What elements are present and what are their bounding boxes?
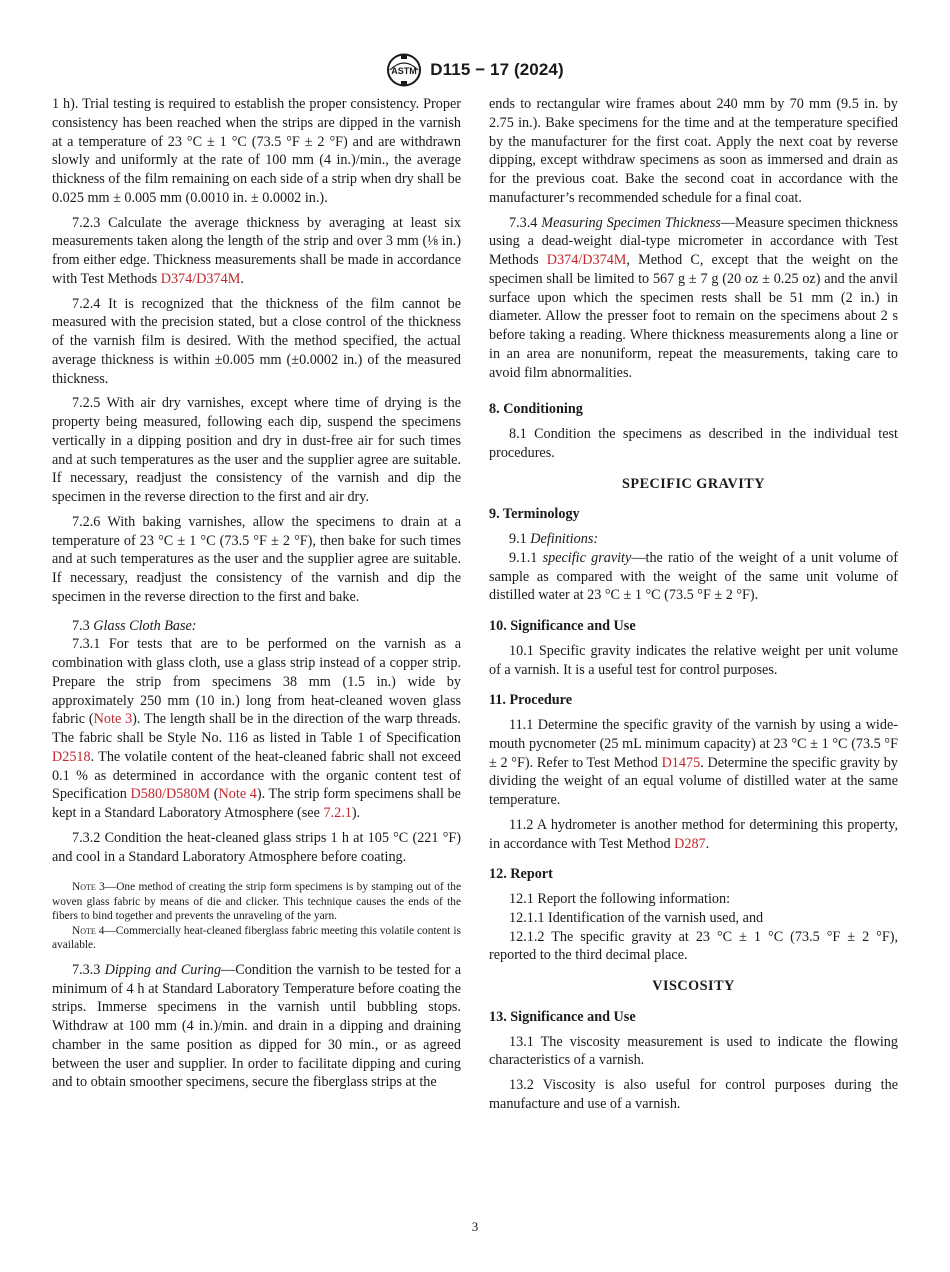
paragraph-7-3-1: 7.3.1 For tests that are to be performed on the varnish as a combination with glass cloth, use a glass strip instead of a copper strip. Prepare the strip from specimens 38 mm (1.5 in.) wide by approximately 250 mm (10 in.) long from heat-cleaned woven glass fabric (Note 3). The length shall be in the direction of the warp threads. The fabric shall be Style No. 116 as listed in Table 1 of Specification D2518. The volatile content of the heat-cleaned fabric shall not exceed 0.1 % as determined in accordance with the organic content test of Specification D580/D580M (Note 4). The strip form specimens shall be kept in a Standard Laboratory Atmosphere (see 7.2.1). — [52, 636, 461, 821]
paragraph-13-1: 13.1 The viscosity measurement is used to indicate the flowing characteristics of a varnish. — [489, 1033, 898, 1069]
paragraph-12-1-2: 12.1.2 The specific gravity at 23 °C ± 1 °C (73.5 °F ± 2 °F), reported to the third decimal place. — [489, 928, 898, 964]
paragraph-7-2-6: 7.2.6 With baking varnishes, allow the specimens to drain at a temperature of 23 °C ± 1 °C (73.5 °F ± 2 °F), then bake for such times and at such temperatures as the user and the supplier agree are suitable. If necessary, readjust the consistency of the varnish and dip the specimen in the reverse direction to the first and bake. — [52, 513, 461, 605]
paragraph-7-2-5: 7.2.5 With air dry varnishes, except where time of drying is the property being measured, following each dip, suspend the specimens vertically in a dipping position and dry in dust-free air for such times and at such temperatures as the user and the supplier agree are suitable. If necessary, readjust the consistency of the varnish and dip the specimen in the reverse direction to the first and air dry. — [52, 395, 461, 505]
link-d374[interactable]: D374/D374M — [160, 270, 241, 287]
link-note-4[interactable]: Note 4 — [218, 786, 257, 803]
note-3: Note 3—One method of creating the strip form specimens is by stamping out of the woven glass fabric by means of die and clicker. This technique causes the ends of the fibers to bind together and prevents the unraveling of the yarn. — [52, 881, 461, 923]
paragraph-7-3-3-continued: ends to rectangular wire frames about 240 mm by 70 mm (9.5 in. by 2.75 in.). Bake specimens for the time and at the temperature specified by the manufacturer for the first coat. Apply the next coat by reverse dipping, except withdraw specimens as soon as immersed and drain as for the previous coat. Bake the second coat in accordance with the manufacturer’s recommended schedule for a final coat. — [489, 96, 898, 206]
paragraph-12-1-1: 12.1.1 Identification of the varnish used, and — [509, 909, 764, 926]
paragraph-9-1-1: 9.1.1 specific gravity—the ratio of the weight of a unit volume of sample as compared with the weight of the same unit volume of distilled water at 23 °C ± 1 °C (73.5 °F ± 2 °F). — [489, 549, 898, 604]
right-column — [489, 95, 898, 1120]
astm-logo-icon — [386, 53, 422, 87]
paragraph-12-1: 12.1 Report the following information: — [509, 891, 731, 907]
paragraph-11-2: 11.2 A hydrometer is another method for determining this property, in accordance with Test Method D287. — [489, 816, 898, 852]
paragraph-7-3-2: 7.3.2 Condition the heat-cleaned glass strips 1 h at 105 °C (221 °F) and cool in a Standard Laboratory Atmosphere before coating. — [52, 829, 461, 865]
svg-text:ASTM: ASTM — [391, 66, 418, 76]
paragraph-9-1: 9.1 Definitions: — [509, 531, 599, 547]
notes-block — [52, 880, 461, 953]
link-d580[interactable]: D580/D580M — [130, 786, 211, 803]
link-note-3[interactable]: Note 3 — [93, 711, 133, 728]
paragraph-7-2-3: 7.2.3 Calculate the average thickness by averaging at least six measurements taken along the length of the strip and over 3 mm (⅛ in.) from either edge. Thickness measurements shall be made in accordance with Test Methods D374/D374M. — [52, 214, 461, 287]
paragraph-13-2: 13.2 Viscosity is also useful for control purposes during the manufacture and use of a varnish. — [489, 1077, 898, 1112]
paragraph-11-1: 11.1 Determine the specific gravity of the varnish by using a wide-mouth pycnometer (25 mL minimum capacity) at 23 °C ± 1 °C (73.5 °F ± 2 °F). Refer to Test Method D1475. Determine the specific gravity by dividing the weight of an equal volume of distilled water at the same temperature. — [489, 717, 898, 808]
paragraph-10-1: 10.1 Specific gravity indicates the relative weight per unit volume of a varnish. It is a useful test for control purposes. — [489, 642, 898, 678]
paragraph-7-3-4: 7.3.4 Measuring Specimen Thickness—Measure specimen thickness using a dead-weight dial-type micrometer in accordance with Test Methods D374/D374M, Method C, except that the weight on the specimen shall be limited to 567 g ± 7 g (20 oz ± 0.25 oz) and the anvil surface upon which the specimen rests shall be 51 mm (2 in.) in diameter. Allow the presser foot to remain on the specimens about 2 s before taking a reading. Where thickness measurements along a line or in an area are nonuniform, repeat the measurements, taking care to avoid film abnormalities. — [489, 214, 899, 381]
section-heading-11: 11. Procedure — [489, 692, 573, 709]
document-designation: D115 − 17 (2024) — [430, 60, 564, 79]
link-section-7-2-1[interactable]: 7.2.1 — [323, 805, 352, 821]
left-column — [52, 95, 461, 1098]
heading-viscosity: VISCOSITY — [652, 978, 735, 994]
page-number: 3 — [471, 1219, 479, 1234]
section-heading-12: 12. Report — [489, 866, 553, 883]
section-heading-8: 8. Conditioning — [489, 401, 583, 418]
paragraph-7-3: 7.3 Glass Cloth Base: — [72, 617, 197, 634]
paragraph-7-2-2-continued: 1 h). Trial testing is required to establish the proper consistency. Proper consistency has been reached when the strips are dipped in the varnish at a temperature of 23 °C ± 1 °C (73.5 °F ± 2 °F) and are withdrawn slowly and uniformly at the rate of 100 mm (4 in.)/min., the average thickness of the film remaining on each side of a strip when dry shall be 0.025 mm ± 0.005 mm (0.0010 in. ± 0.0002 in.). — [52, 96, 461, 206]
section-heading-13: 13. Significance and Use — [489, 1008, 636, 1025]
note-4: Note 4—Commercially heat-cleaned fiberglass fabric meeting this volatile content is available. — [52, 924, 461, 952]
paragraph-8-1: 8.1 Condition the specimens as described in the individual test procedures. — [489, 426, 898, 461]
link-d374[interactable]: D374/D374M — [546, 252, 627, 268]
link-d1475[interactable]: D1475 — [661, 754, 701, 771]
link-d2518[interactable]: D2518 — [52, 748, 91, 765]
paragraph-7-3-3: 7.3.3 Dipping and Curing—Condition the varnish to be tested for a minimum of 4 h at Standard Laboratory Temperature before coating the strips. Immerse specimens in the varnish until bubbling stops. Withdraw at 100 mm (4 in.)/min. and drain in a dipping and draining chamber in the same position as dipped for 30 min., or as agreed between the user and supplier. In order to facilitate dipping and curing and to obtain smoother specimens, secure the fiberglass strips at the — [52, 961, 462, 1091]
heading-specific-gravity: SPECIFIC GRAVITY — [622, 475, 765, 492]
paragraph-7-2-4: 7.2.4 It is recognized that the thickness of the film cannot be measured with the precision stated, but a close control of the thickness of the varnish film is desired. With the method specified, the actual average thickness is within ±0.005 mm (±0.0002 in.) of the measured thickness. — [52, 295, 461, 387]
page-header — [0, 52, 950, 88]
section-heading-10: 10. Significance and Use — [489, 618, 636, 634]
section-heading-9: 9. Terminology — [489, 506, 580, 523]
link-d287[interactable]: D287 — [674, 835, 706, 852]
